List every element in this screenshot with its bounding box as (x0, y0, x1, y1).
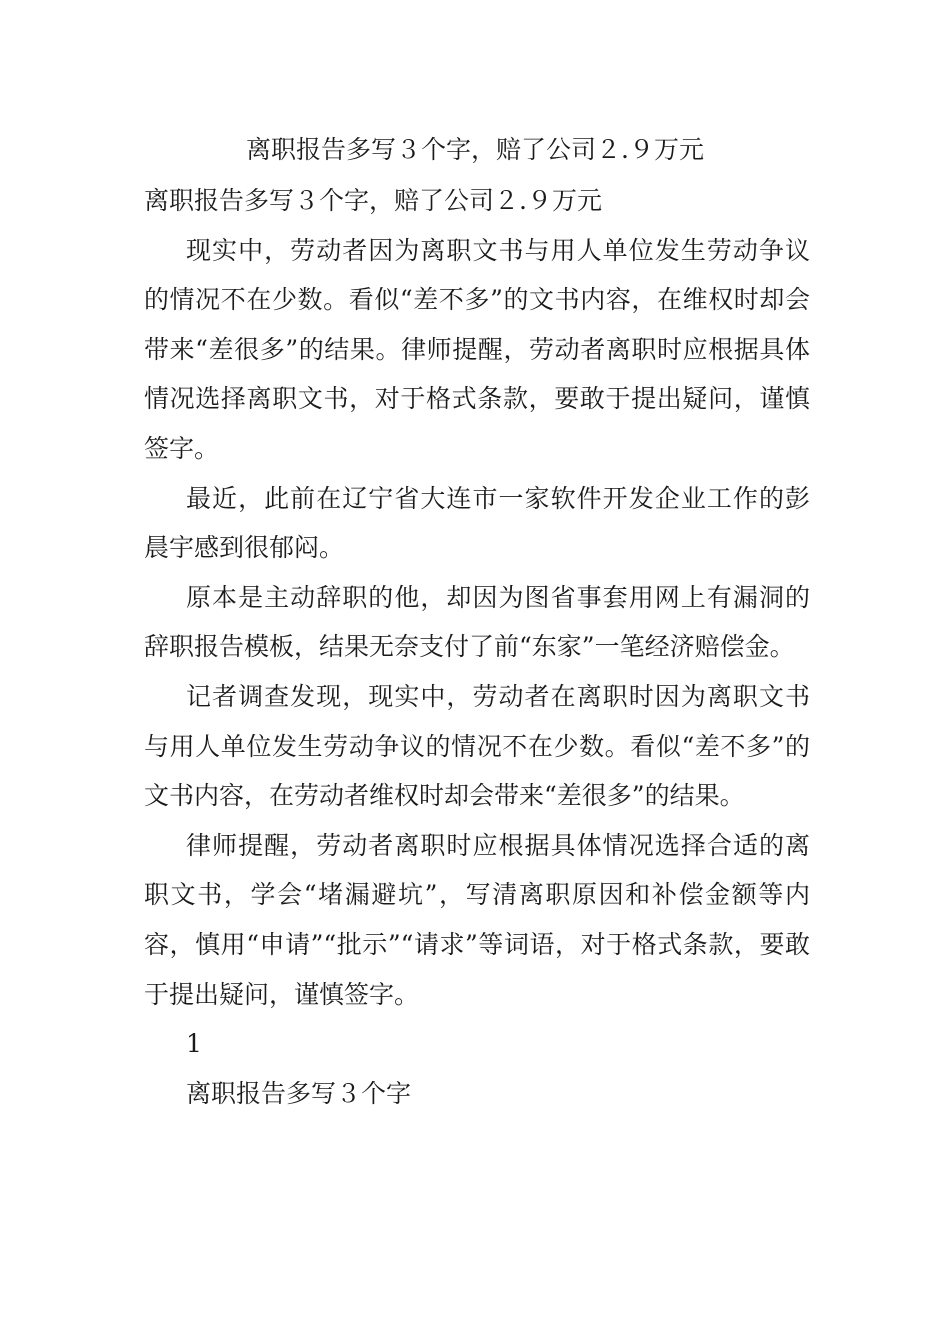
section-number: 1 (186, 1029, 202, 1059)
body-paragraph-2: 最近，此前在辽宁省大连市一家软件开发企业工作的彭晨宇感到很郁闷。 (144, 483, 810, 563)
section-heading: 离职报告多写３个字 (186, 1078, 412, 1108)
body-paragraph-1: 现实中，劳动者因为离职文书与用人单位发生劳动争议的情况不在少数。看似“差不多”的文书内容，在维权时却会带来“差很多”的结果。律师提醒，劳动者离职时应根据具体情况选择离职文书，对于格式条款，要敢于提出疑问，谨慎签字。 (144, 235, 810, 463)
document-title: 离职报告多写３个字，赔了公司２.９万元 (246, 135, 704, 164)
body-paragraph-4: 记者调查发现，现实中，劳动者在离职时因为离职文书与用人单位发生劳动争议的情况不在少数。看似“差不多”的文书内容，在劳动者维权时却会带来“差很多”的结果。 (144, 681, 810, 811)
body-paragraph-3: 原本是主动辞职的他，却因为图省事套用网上有漏洞的辞职报告模板，结果无奈支付了前“东家”一笔经济赔偿金。 (144, 582, 810, 662)
document-subtitle: 离职报告多写３个字，赔了公司２.９万元 (144, 186, 602, 215)
body-paragraph-5: 律师提醒，劳动者离职时应根据具体情况选择合适的离职文书，学会“堵漏避坑”，写清离职原因和补偿金额等内容，慎用“申请”“批示”“请求”等词语，对于格式条款，要敢于提出疑问，谨慎签字。 (144, 830, 810, 1009)
document-body (144, 176, 810, 1118)
